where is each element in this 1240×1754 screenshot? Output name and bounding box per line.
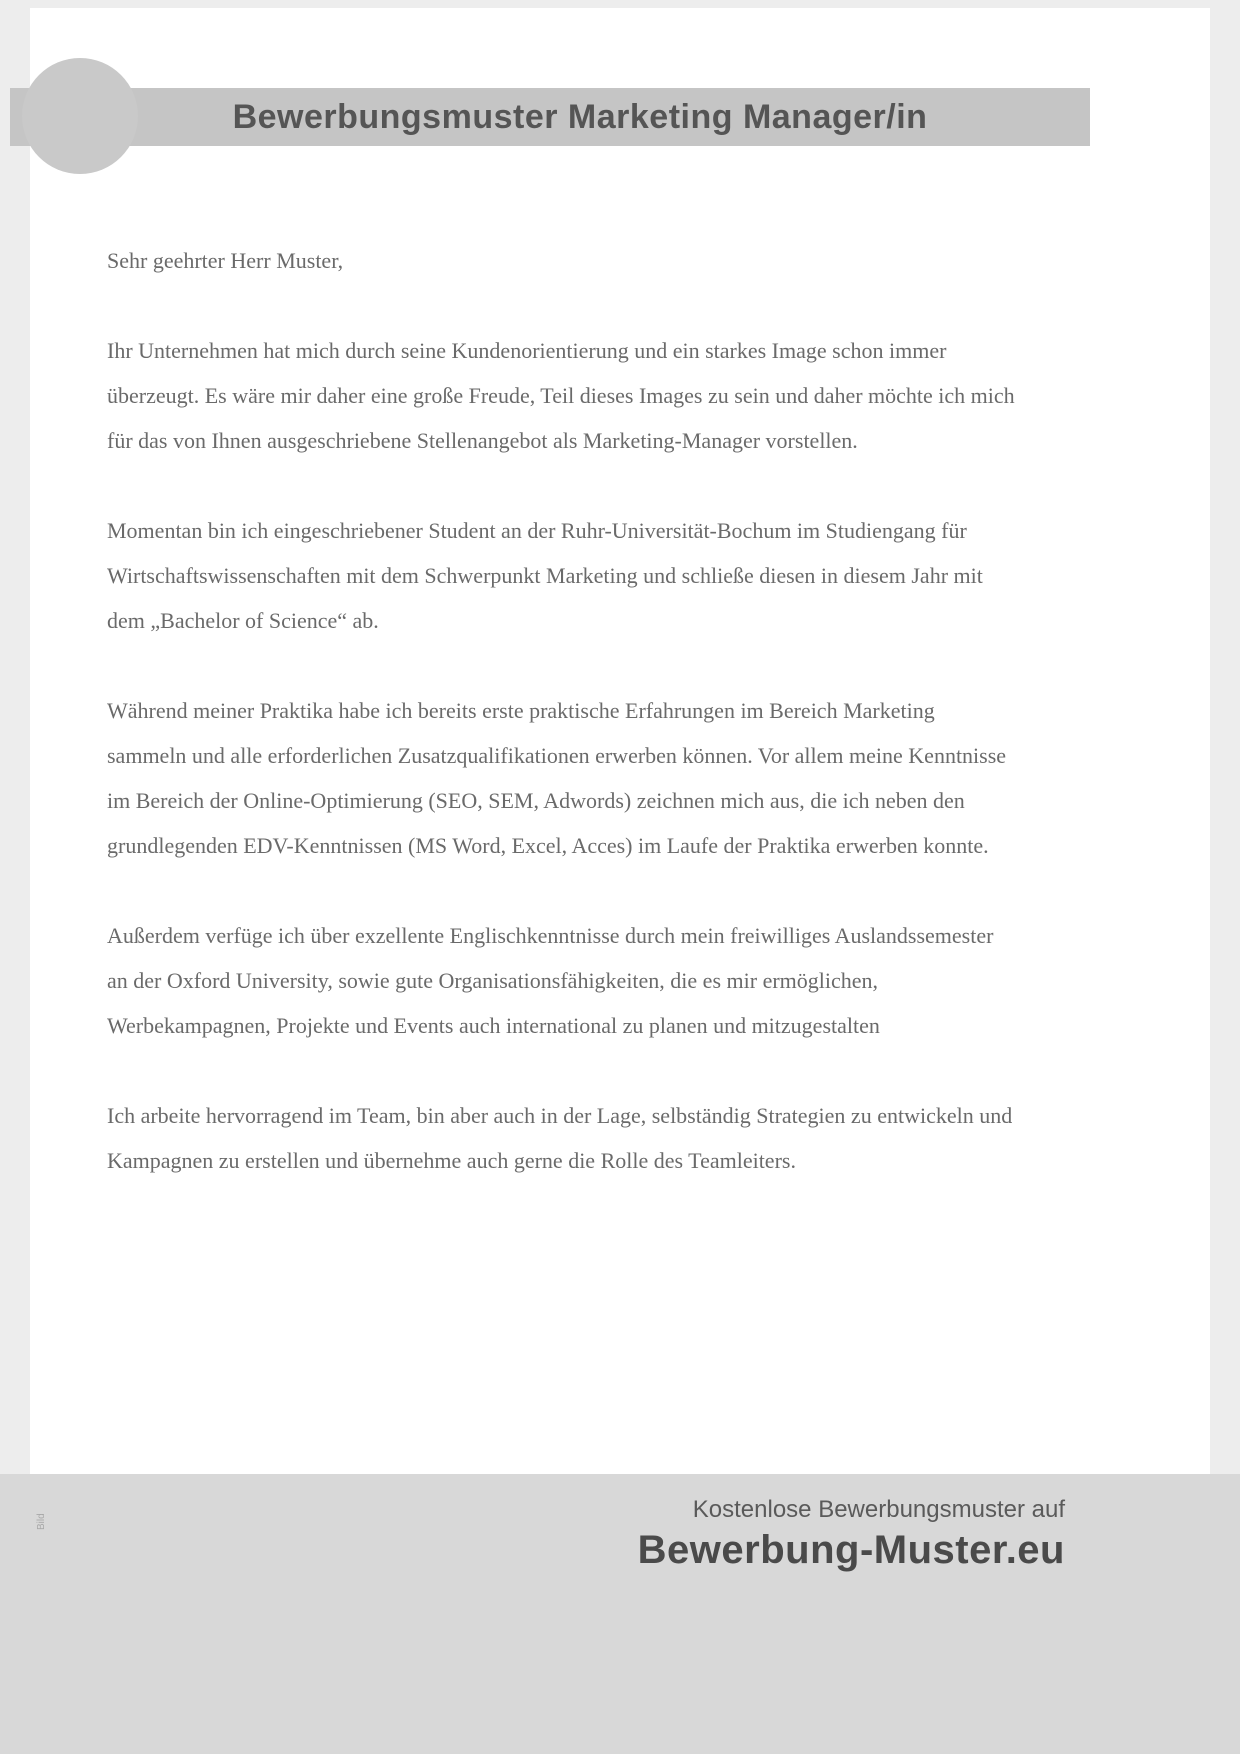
footer-brand: Bewerbung-Muster.eu [637,1528,1065,1572]
footer-band [0,1474,1240,1754]
letter-paragraph: Außerdem verfüge ich über exzellente Englischkenntnisse durch mein freiwilliges Auslandssemester an der Oxford University, sowie gute Organisationsfähigkeiten, die es mir ermöglichen, Werbekampagnen, Projekte und Events auch international zu planen und mitzugestalten [107,923,994,1038]
salutation: Sehr geehrter Herr Muster, [107,248,344,273]
letter-paragraph: Während meiner Praktika habe ich bereits erste praktische Erfahrungen im Bereich Marketing sammeln und alle erforderlichen Zusatzqualifikationen erwerben können. Vor allem meine Kenntnisse im Bereich der Online-Optimierung (SEO, SEM, Adwords) zeichnen mich aus, die ich neben den grundlegenden EDV-Kenntnissen (MS Word, Excel, Acces) im Laufe der Praktika erwerben konnte. [107,698,1007,858]
letter-body [107,238,1017,1228]
header-band [10,88,1090,146]
page-title: Bewerbungsmuster Marketing Manager/in [232,97,928,136]
footer-text-block [638,1496,1065,1573]
letter-paragraph: Momentan bin ich eingeschriebener Student an der Ruhr-Universität-Bochum im Studiengang für Wirtschaftswissenschaften mit dem Schwerpunkt Marketing und schließe diesen in diesem Jahr mit dem „Bachelor of Science“ ab. [107,518,983,633]
vertical-watermark: Bild [36,1513,47,1530]
footer-tagline: Kostenlose Bewerbungsmuster auf [692,1496,1065,1523]
letter-paragraph: Ihr Unternehmen hat mich durch seine Kundenorientierung und ein starkes Image schon immer überzeugt. Es wäre mir daher eine große Freude, Teil dieses Images zu sein und daher möchte ich mich für das von Ihnen ausgeschriebene Stellenangebot als Marketing-Manager vorstellen. [107,338,1015,453]
decorative-circle [22,58,138,174]
letter-paragraph: Ich arbeite hervorragend im Team, bin aber auch in der Lage, selbständig Strategien zu entwickeln und Kampagnen zu erstellen und übernehme auch gerne die Rolle des Teamleiters. [107,1103,1013,1173]
